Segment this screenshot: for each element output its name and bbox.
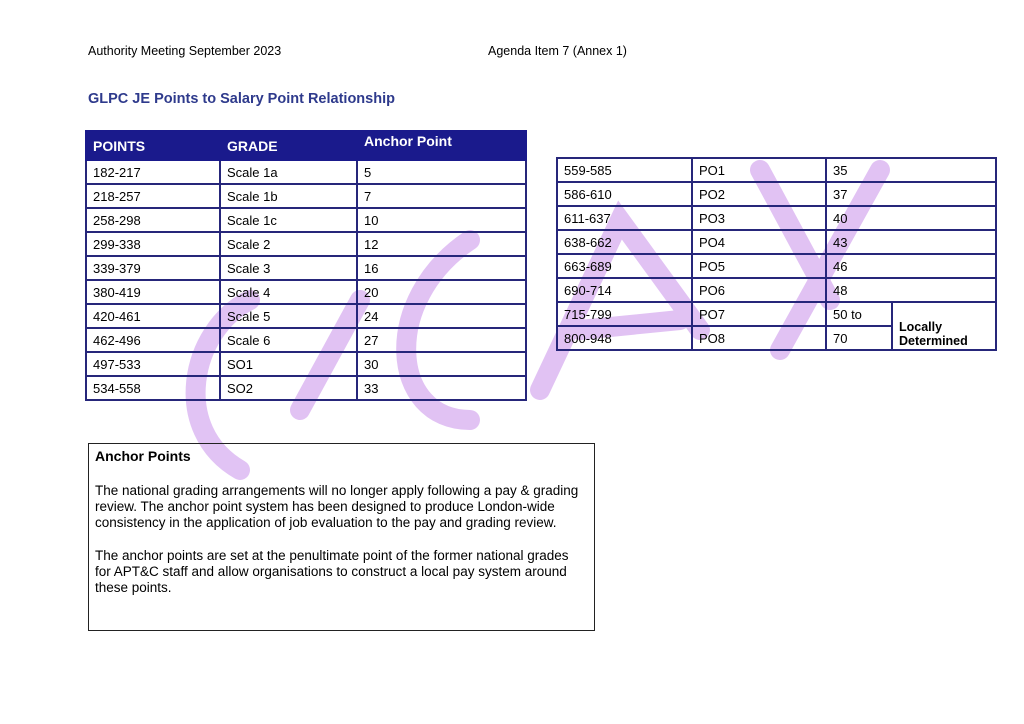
cell-grade: SO1 xyxy=(220,352,357,376)
cell-points: 182-217 xyxy=(86,160,220,184)
cell-points: 339-379 xyxy=(86,256,220,280)
table-row xyxy=(557,182,996,206)
cell-grade: PO7 xyxy=(692,302,826,326)
cell-anchor: 27 xyxy=(357,328,526,352)
table-row xyxy=(86,256,526,280)
cell-anchor: 33 xyxy=(357,376,526,400)
cell-points: 663-689 xyxy=(557,254,692,278)
header-agenda-item: Agenda Item 7 (Annex 1) xyxy=(488,44,627,58)
cell-points: 611-637 xyxy=(557,206,692,230)
cell-grade: Scale 6 xyxy=(220,328,357,352)
cell-locally-determined: Locally Determined xyxy=(892,302,996,350)
page-title: GLPC JE Points to Salary Point Relationship xyxy=(88,91,395,107)
anchor-points-heading: Anchor Points xyxy=(95,448,191,464)
anchor-points-paragraph-2: The anchor points are set at the penultimate point of the former national grades for APT&C staff and allow organisations to construct a local pay system around these points. xyxy=(95,548,569,595)
table-row xyxy=(557,206,996,230)
cell-grade: Scale 5 xyxy=(220,304,357,328)
cell-grade: PO3 xyxy=(692,206,826,230)
cell-points: 497-533 xyxy=(86,352,220,376)
cell-anchor: 7 xyxy=(357,184,526,208)
cell-grade: Scale 1b xyxy=(220,184,357,208)
table-row xyxy=(557,278,996,302)
cell-grade: PO5 xyxy=(692,254,826,278)
cell-anchor: 16 xyxy=(357,256,526,280)
cell-points: 299-338 xyxy=(86,232,220,256)
cell-anchor: 37 xyxy=(826,182,996,206)
table-row xyxy=(86,304,526,328)
points-table-right xyxy=(556,157,997,351)
cell-grade: PO8 xyxy=(692,326,826,350)
cell-anchor: 48 xyxy=(826,278,996,302)
table-row xyxy=(86,208,526,232)
cell-grade: Scale 3 xyxy=(220,256,357,280)
cell-anchor: 35 xyxy=(826,158,996,182)
cell-grade: Scale 4 xyxy=(220,280,357,304)
cell-points: 534-558 xyxy=(86,376,220,400)
cell-anchor: 12 xyxy=(357,232,526,256)
cell-anchor: 50 to xyxy=(826,302,892,326)
cell-anchor: 43 xyxy=(826,230,996,254)
table-row xyxy=(86,328,526,352)
table-row xyxy=(86,160,526,184)
cell-points: 462-496 xyxy=(86,328,220,352)
cell-points: 690-714 xyxy=(557,278,692,302)
cell-points: 218-257 xyxy=(86,184,220,208)
cell-anchor: 46 xyxy=(826,254,996,278)
cell-anchor: 30 xyxy=(357,352,526,376)
header-points: POINTS xyxy=(86,131,220,160)
cell-grade: PO6 xyxy=(692,278,826,302)
table-row xyxy=(86,232,526,256)
header-anchor-point: Anchor Point xyxy=(357,131,526,160)
cell-points: 380-419 xyxy=(86,280,220,304)
table-row xyxy=(557,302,996,326)
header-meeting: Authority Meeting September 2023 xyxy=(88,44,282,58)
cell-anchor: 10 xyxy=(357,208,526,232)
table-row xyxy=(86,280,526,304)
anchor-points-paragraph-1: The national grading arrangements will no longer apply following a pay & grading review. The anchor point system has been designed to produce London-wide consistency in the application of job evaluation to the pay and grading review. xyxy=(95,483,579,530)
cell-points: 258-298 xyxy=(86,208,220,232)
cell-grade: PO2 xyxy=(692,182,826,206)
table-row xyxy=(557,254,996,278)
cell-points: 586-610 xyxy=(557,182,692,206)
points-table-left xyxy=(85,130,527,401)
cell-anchor: 20 xyxy=(357,280,526,304)
table-row xyxy=(86,352,526,376)
cell-points: 559-585 xyxy=(557,158,692,182)
header-grade: GRADE xyxy=(220,131,357,160)
cell-anchor: 5 xyxy=(357,160,526,184)
table-row xyxy=(86,184,526,208)
cell-points: 715-799 xyxy=(557,302,692,326)
anchor-points-box xyxy=(88,443,595,631)
cell-grade: SO2 xyxy=(220,376,357,400)
cell-points: 638-662 xyxy=(557,230,692,254)
cell-points: 800-948 xyxy=(557,326,692,350)
table-header-row xyxy=(86,131,526,160)
cell-anchor: 24 xyxy=(357,304,526,328)
cell-grade: PO4 xyxy=(692,230,826,254)
cell-anchor: 70 xyxy=(826,326,892,350)
table-row xyxy=(557,158,996,182)
cell-grade: Scale 1c xyxy=(220,208,357,232)
cell-points: 420-461 xyxy=(86,304,220,328)
cell-anchor: 40 xyxy=(826,206,996,230)
table-row xyxy=(86,376,526,400)
cell-grade: Scale 2 xyxy=(220,232,357,256)
cell-grade: Scale 1a xyxy=(220,160,357,184)
table-row xyxy=(557,230,996,254)
cell-grade: PO1 xyxy=(692,158,826,182)
